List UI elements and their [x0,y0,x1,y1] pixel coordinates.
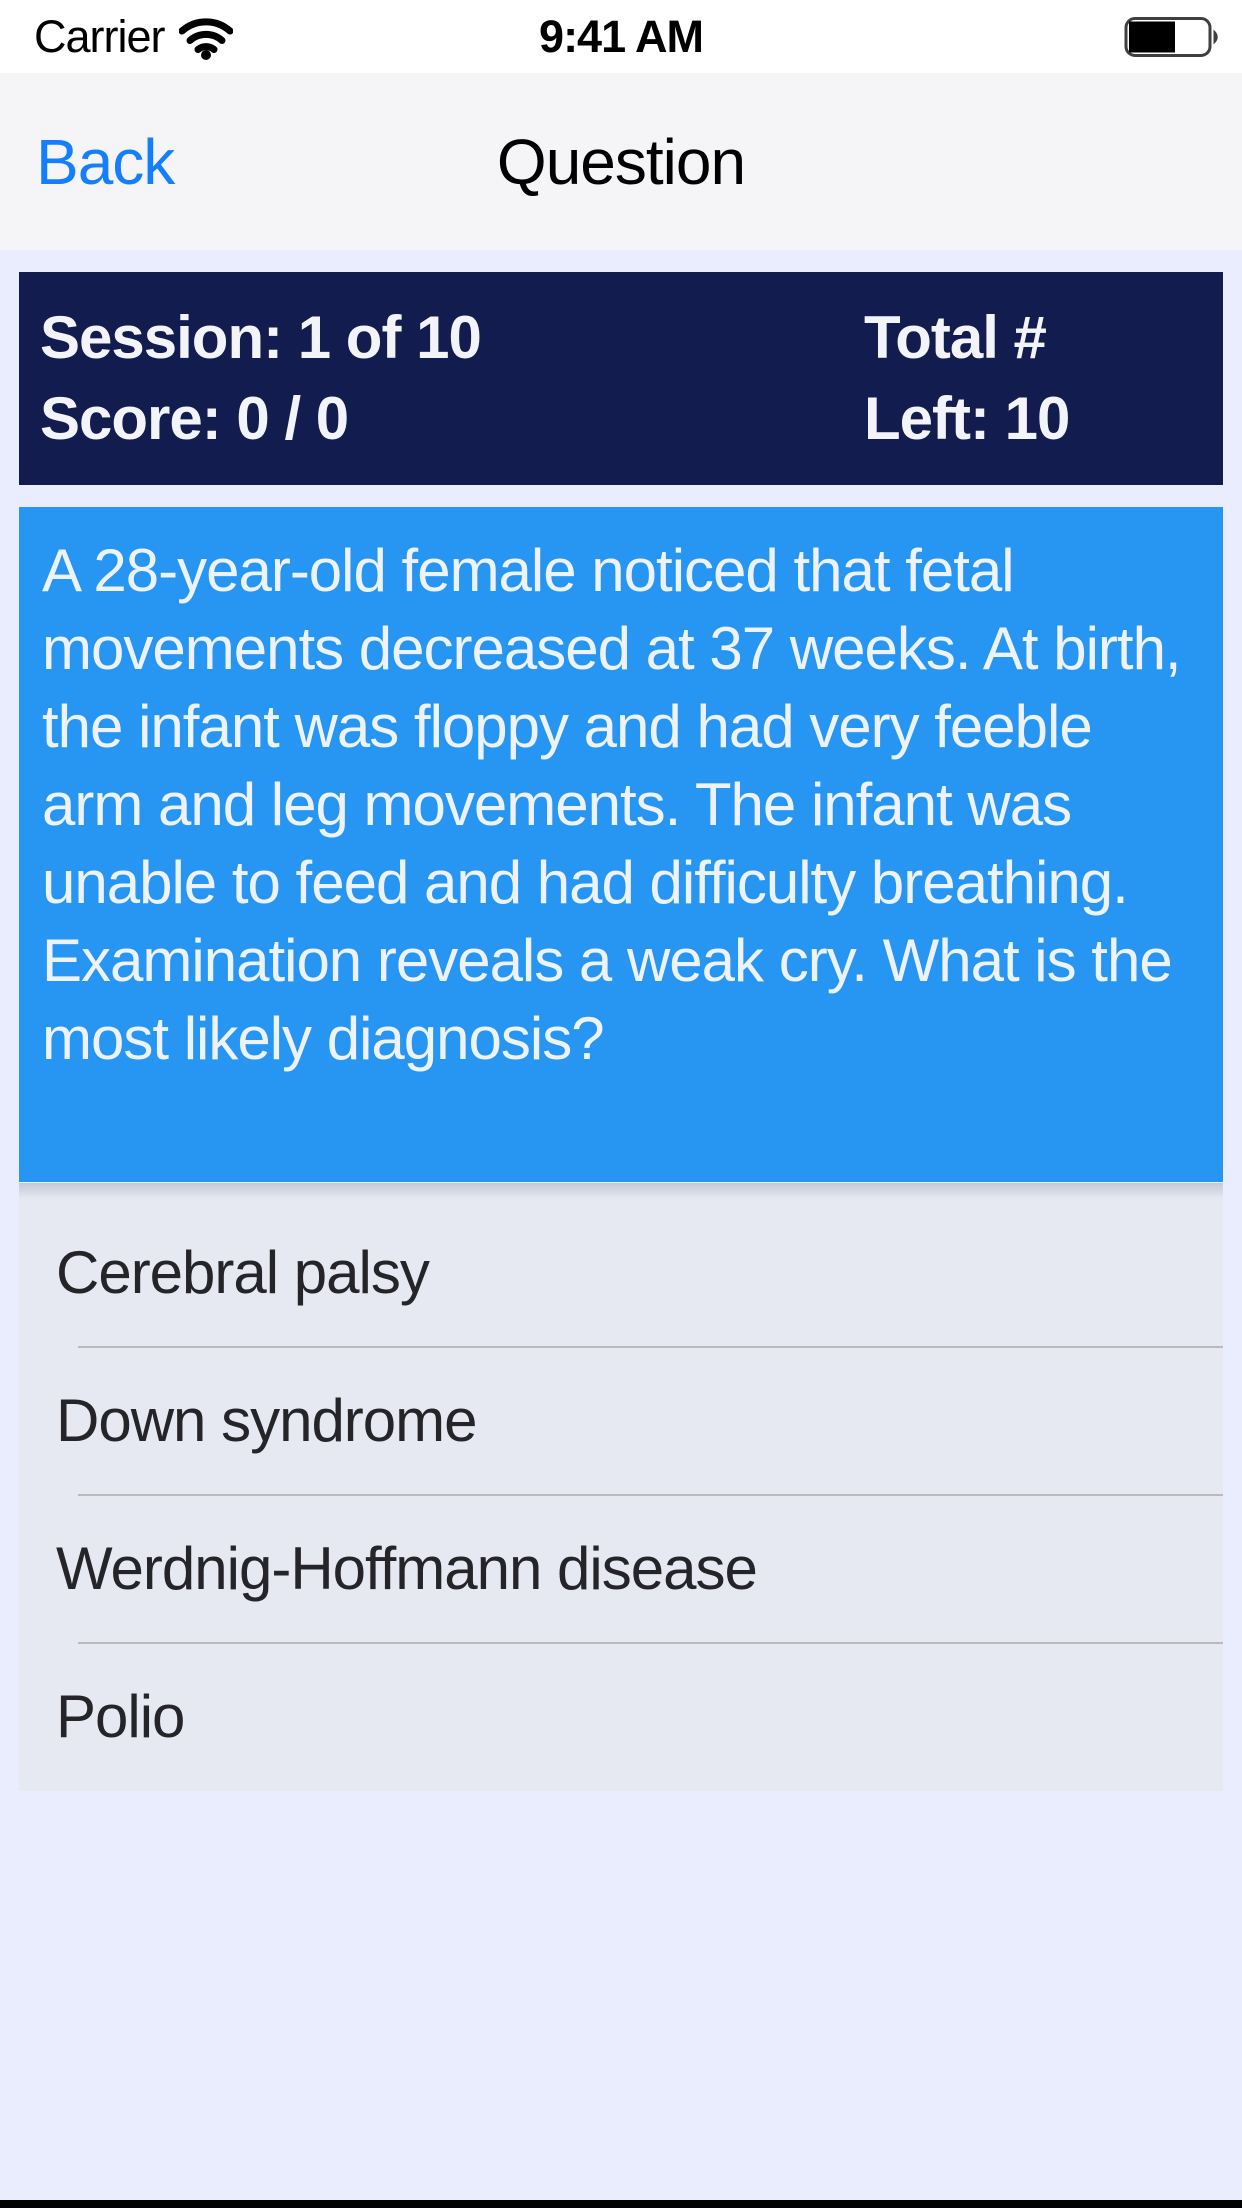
answer-option[interactable] [19,1495,1223,1643]
stats-right-column [864,297,1202,485]
answer-option-label: Cerebral palsy [56,1239,429,1306]
answer-option-label: Werdnig-Hoffmann disease [56,1535,757,1602]
screen-bottom-bar [0,2200,1242,2208]
carrier-label: Carrier [34,10,165,62]
question-text: A 28-year-old female noticed that fetal movements decreased at 37 weeks. At birth, the infant was floppy and had very feeble arm and leg movements. The infant was unable to feed and had difficulty breathing. Examination reveals a weak cry. What is the most likely diagnosis? [42,537,1181,1072]
navigation-bar [0,73,1242,250]
questions-left-label: Left: 10 [864,385,1070,452]
total-label: Total # [864,304,1046,371]
answer-option-label: Down syndrome [56,1387,477,1454]
answer-option[interactable] [19,1199,1223,1347]
question-card [19,507,1223,1182]
answer-option[interactable] [19,1347,1223,1495]
stats-left-column [40,297,481,485]
score-label: Score: 0 / 0 [40,385,349,452]
status-time: 9:41 AM [539,10,703,62]
status-bar [0,0,1242,73]
session-stats-card [19,272,1223,485]
answer-option[interactable] [19,1643,1223,1791]
session-progress-label: Session: 1 of 10 [40,304,481,371]
back-button[interactable]: Back [36,125,175,198]
answer-option-label: Polio [56,1683,185,1750]
page-title: Question [496,125,746,198]
answer-list [19,1183,1223,1791]
